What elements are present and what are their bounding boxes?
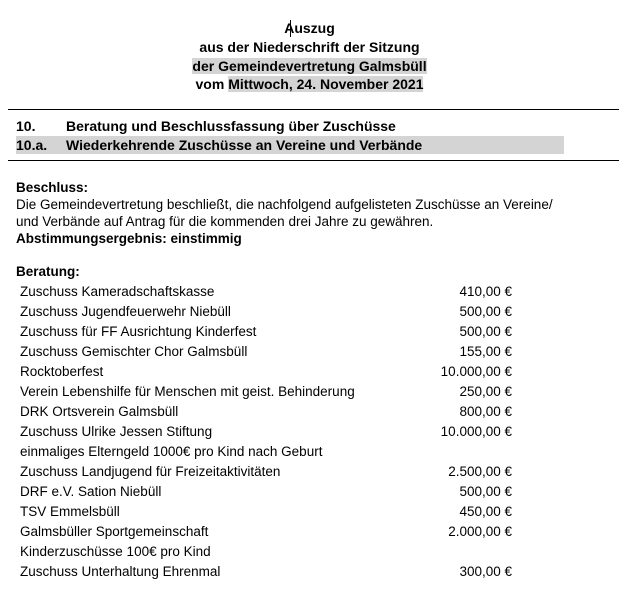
grant-row bbox=[20, 282, 512, 302]
grant-label: Galmsbüller Sportgemeinschaft bbox=[20, 524, 209, 539]
agenda-title: Beratung und Beschlussfassung über Zuschüsse bbox=[66, 118, 396, 134]
grant-label: Verein Lebenshilfe für Menschen mit geist. Behinderung bbox=[20, 384, 355, 399]
grant-row bbox=[20, 462, 512, 482]
grant-amount: 10.000,00 € bbox=[440, 364, 512, 379]
grant-row bbox=[20, 302, 512, 322]
doc-subtitle: aus der Niederschrift der Sitzung bbox=[199, 39, 420, 55]
doc-title: Auszug bbox=[284, 20, 335, 36]
doc-body-name bbox=[0, 57, 619, 75]
grant-row bbox=[20, 482, 512, 502]
vote-result: Abstimmungsergebnis: einstimmig bbox=[16, 231, 242, 246]
beratung-heading: Beratung: bbox=[16, 264, 80, 279]
agenda-item-10a bbox=[16, 136, 422, 154]
grant-amount: 10.000,00 € bbox=[440, 424, 512, 439]
grant-amount: 500,00 € bbox=[459, 304, 512, 319]
agenda-number: 10. bbox=[16, 118, 36, 134]
doc-date-line bbox=[0, 75, 619, 93]
grant-row bbox=[20, 342, 512, 362]
meeting-date: Mittwoch, 24. November 2021 bbox=[228, 76, 424, 92]
grant-label: DRF e.V. Sation Niebüll bbox=[20, 484, 162, 499]
grant-amount: 450,00 € bbox=[459, 504, 512, 519]
grant-amount: 300,00 € bbox=[459, 564, 512, 579]
grant-label: einmaliges Elterngeld 1000€ pro Kind nach Geburt bbox=[20, 444, 323, 459]
beschluss-text-line1: Die Gemeindevertretung beschließt, die nachfolgend aufgelisteten Zuschüsse an Vereine/ bbox=[16, 197, 553, 212]
grant-label: Zuschuss Jugendfeuerwehr Niebüll bbox=[20, 304, 231, 319]
grant-amount: 410,00 € bbox=[459, 284, 512, 299]
agenda-number: 10.a. bbox=[16, 137, 48, 153]
grant-label: TSV Emmelsbüll bbox=[20, 504, 120, 519]
grant-amount: 500,00 € bbox=[459, 324, 512, 339]
beschluss-text-line2: und Verbände auf Antrag für die kommenden drei Jahre zu gewähren. bbox=[16, 214, 434, 229]
grant-row bbox=[20, 362, 512, 382]
grant-row bbox=[20, 402, 512, 422]
grant-label: DRK Ortsverein Galmsbüll bbox=[20, 404, 179, 419]
grant-label: Zuschuss Unterhaltung Ehrenmal bbox=[20, 564, 221, 579]
grant-row bbox=[20, 522, 512, 542]
body-name-highlight: der Gemeindevertretung Galmsbüll bbox=[192, 58, 427, 74]
grant-label: Zuschuss Landjugend für Freizeitaktivitäten bbox=[20, 464, 281, 479]
date-prefix: vom bbox=[195, 76, 225, 92]
grant-amount: 500,00 € bbox=[459, 484, 512, 499]
grant-row bbox=[20, 542, 512, 562]
agenda-item-10 bbox=[16, 117, 396, 135]
grant-label: Kinderzuschüsse 100€ pro Kind bbox=[20, 544, 211, 559]
grant-label: Zuschuss Gemischter Chor Galmsbüll bbox=[20, 344, 248, 359]
grant-amount: 800,00 € bbox=[459, 404, 512, 419]
grant-label: Zuschuss Ulrike Jessen Stiftung bbox=[20, 424, 213, 439]
grant-row bbox=[20, 382, 512, 402]
grant-row bbox=[20, 502, 512, 522]
grant-amount: 2.000,00 € bbox=[448, 524, 512, 539]
grant-label: Rocktoberfest bbox=[20, 364, 104, 379]
grant-row bbox=[20, 442, 512, 462]
divider-top bbox=[8, 109, 619, 110]
grant-amount: 2.500,00 € bbox=[448, 464, 512, 479]
grant-amount: 155,00 € bbox=[459, 344, 512, 359]
grant-row bbox=[20, 422, 512, 442]
grant-label: Zuschuss Kameradschaftskasse bbox=[20, 284, 215, 299]
divider-bottom bbox=[8, 160, 619, 161]
agenda-title: Wiederkehrende Zuschüsse an Vereine und Verbände bbox=[66, 137, 423, 153]
grant-amount: 250,00 € bbox=[459, 384, 512, 399]
grant-row bbox=[20, 322, 512, 342]
grant-row bbox=[20, 562, 512, 582]
beschluss-heading: Beschluss: bbox=[16, 180, 89, 195]
grant-label: Zuschuss für FF Ausrichtung Kinderfest bbox=[20, 324, 257, 339]
